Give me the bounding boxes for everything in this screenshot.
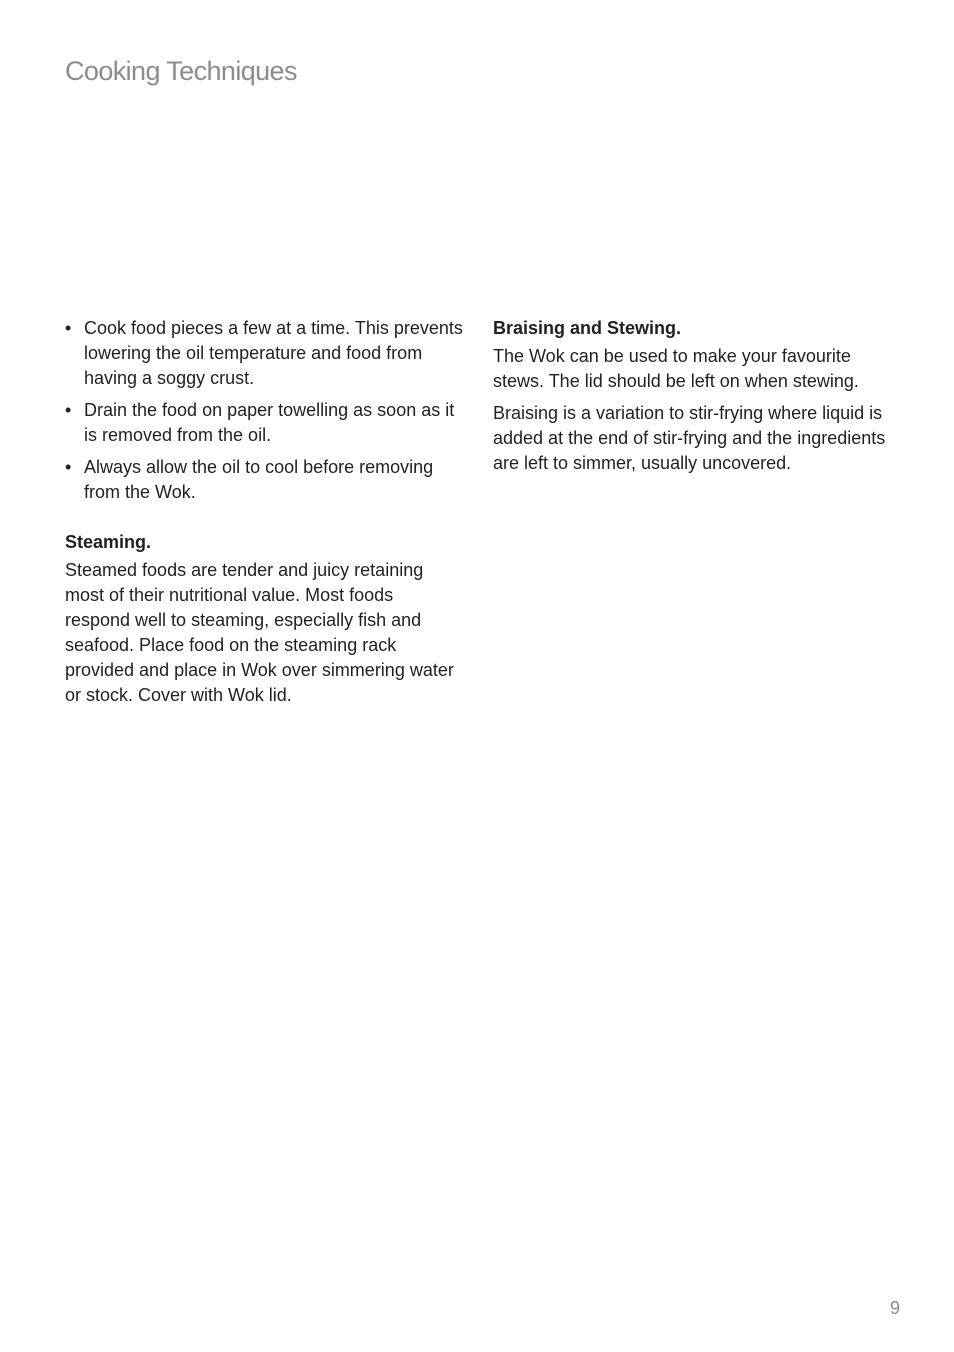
list-item	[65, 455, 463, 505]
bullet-icon: •	[65, 400, 72, 420]
braising-heading: Braising and Stewing.	[493, 318, 682, 338]
steaming-heading: Steaming.	[65, 532, 152, 552]
bullet-icon: •	[65, 457, 72, 477]
page-title: Cooking Techniques	[65, 56, 297, 86]
page-number: 9	[889, 1298, 900, 1318]
list-item	[65, 398, 463, 448]
steaming-paragraph: Steamed foods are tender and juicy retaining most of their nutritional value. Most foods respond well to steaming, especially fish and seafood. Place food on the steaming rack provided and place in Wok over simmering water or stock. Cover with Wok lid.	[65, 560, 454, 705]
braising-paragraph: Braising is a variation to stir-frying where liquid is added at the end of stir-frying and the ingredients are left to simmer, usually uncovered.	[493, 403, 886, 473]
braising-paragraph: The Wok can be used to make your favourite stews. The lid should be left on when stewing.	[493, 346, 859, 391]
tips-list	[65, 316, 463, 505]
list-item	[65, 316, 463, 391]
list-item-text: Always allow the oil to cool before removing from the Wok.	[84, 457, 434, 502]
list-item-text: Cook food pieces a few at a time. This prevents lowering the oil temperature and food from having a soggy crust.	[84, 318, 463, 388]
right-column	[493, 316, 893, 476]
bullet-icon: •	[65, 318, 72, 338]
left-column	[65, 316, 463, 708]
list-item-text: Drain the food on paper towelling as soon as it is removed from the oil.	[84, 400, 455, 445]
